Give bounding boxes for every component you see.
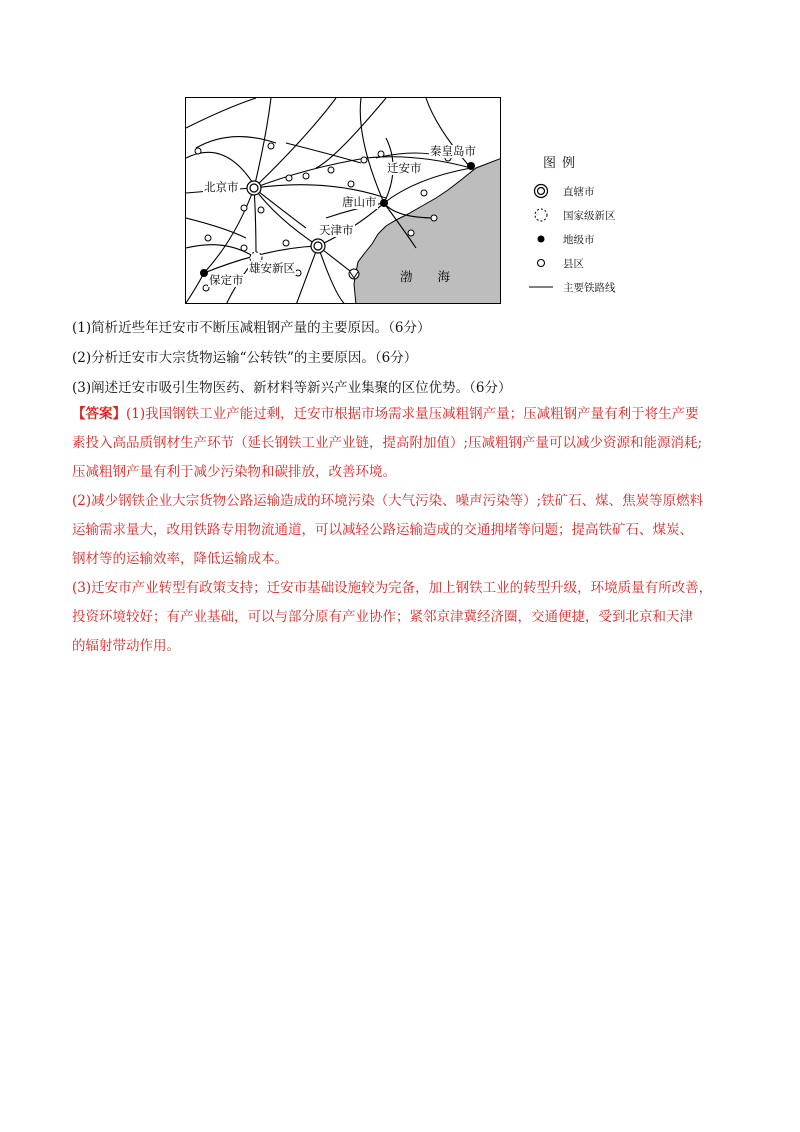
legend-title: 图例 <box>543 156 582 171</box>
county-icon <box>241 205 247 211</box>
county-icon <box>195 148 201 154</box>
county-icon <box>258 207 264 213</box>
tianjin-label: 天津市 <box>319 223 354 237</box>
answer-line: (2)减少钢铁企业大宗货物公路运输造成的环境污染（大气污染、噪声污染等）;铁矿石、煤、焦炭等原燃料 <box>72 493 704 509</box>
legend-label: 县区 <box>563 258 584 270</box>
map-legend <box>525 150 645 310</box>
beijing-label: 北京市 <box>204 180 239 194</box>
county-icon <box>408 230 414 236</box>
port-icon <box>349 269 359 279</box>
county-icon <box>205 235 211 241</box>
county-icon <box>328 167 334 173</box>
legend-label: 直辖市 <box>563 186 595 198</box>
xiongan-label: 雄安新区 <box>249 261 295 275</box>
county-icon <box>268 143 274 149</box>
answer-paragraph-2 <box>72 487 732 574</box>
county-icon <box>348 181 354 187</box>
answer-line: 钢材等的运输效率，降低运输成本。 <box>72 551 288 567</box>
national-new-area-icon <box>529 207 553 223</box>
question-2: (2)分析迁安市大宗货物运输“公转铁”的主要原因。（6分） <box>72 350 418 366</box>
county-icon <box>378 151 384 157</box>
county-icon <box>421 190 427 196</box>
municipality-icon <box>529 183 553 199</box>
legend-label: 国家级新区 <box>563 210 616 222</box>
county-icon <box>431 215 437 221</box>
legend-item-railway <box>525 279 645 295</box>
county-icon <box>286 175 292 181</box>
answer-block <box>72 400 732 661</box>
railway-line-icon <box>529 279 553 295</box>
tangshan-label: 唐山市 <box>342 195 377 209</box>
answer-paragraph-3 <box>72 574 732 661</box>
baoding-label: 保定市 <box>209 273 244 287</box>
question-3: (3)阐述迁安市吸引生物医药、新材料等新兴产业集聚的区位优势。（6分） <box>72 380 512 396</box>
county-icon <box>529 255 553 271</box>
legend-label: 地级市 <box>563 234 595 246</box>
answer-line: 的辐射带动作用。 <box>72 638 180 654</box>
legend-item-prefecture <box>525 231 645 247</box>
legend-label: 主要铁路线 <box>563 282 616 294</box>
railway-map <box>185 97 501 304</box>
legend-item-county <box>525 255 645 271</box>
sea-label: 渤 海 <box>400 269 451 284</box>
county-icon <box>361 157 367 163</box>
county-icon <box>283 240 289 246</box>
answer-line: 运输需求量大，改用铁路专用物流通道，可以减轻公路运输造成的交通拥堵等问题；提高铁矿石、煤炭、 <box>72 522 693 538</box>
qianan-label: 迁安市 <box>387 161 422 175</box>
answer-tag: 【答案】 <box>72 406 126 422</box>
county-icon <box>241 245 247 251</box>
qinhuangdao-label: 秦皇岛市 <box>430 144 476 158</box>
answer-line: (1)我国钢铁工业产能过剩，迁安市根据市场需求量压减粗钢产量；压减粗钢产量有利于将生产要 <box>126 406 699 422</box>
answer-line: 素投入高品质钢材生产环节（延长钢铁工业产业链，提高附加值）;压减粗钢产量可以减少资源和能源消耗; <box>72 435 703 451</box>
prefecture-city-icon <box>529 231 553 247</box>
tangshan-prefecture-icon <box>380 199 388 207</box>
answer-line: (3)迁安市产业转型有政策支持；迁安市基础设施较为完备，加上钢铁工业的转型升级，环境质量有所改善， <box>72 580 713 596</box>
answer-line: 压减粗钢产量有利于减少污染物和碳排放，改善环境。 <box>72 464 396 480</box>
county-icon <box>303 173 309 179</box>
legend-item-new-area <box>525 207 645 223</box>
answer-paragraph-1 <box>72 400 732 487</box>
tianjin-municipality-icon <box>311 239 325 253</box>
question-1: (1)简析近些年迁安市不断压减粗钢产量的主要原因。（6分） <box>72 320 431 336</box>
answer-line: 投资环境较好；有产业基础，可以与部分原有产业协作；紧邻京津冀经济圈，交通便捷，受到北京和天津 <box>72 609 693 625</box>
beijing-municipality-icon <box>247 181 261 195</box>
baoding-prefecture-icon <box>200 269 208 277</box>
legend-item-municipality <box>525 183 645 199</box>
qinhuangdao-prefecture-icon <box>467 162 475 170</box>
